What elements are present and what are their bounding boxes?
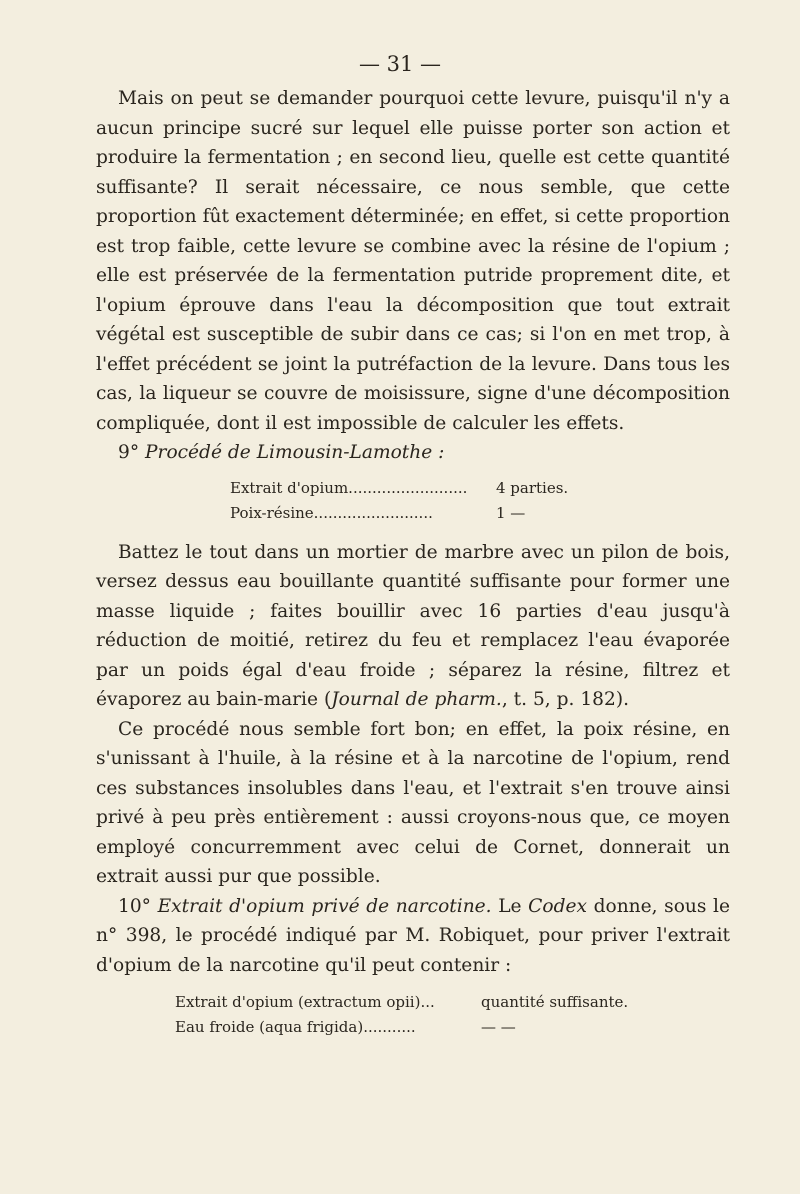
ingredient-quantity: 4 parties. bbox=[496, 478, 569, 497]
paragraph-1: Mais on peut se demander pourquoi cette levure, puisqu'il n'y a aucun principe sucré sur lequel elle puisse porter son action et produire la fermentation ; en second lieu, quelle est cette quantité suffisante? Il serait nécessaire, ce nous semble, que cette proportion fût exactement déterminée; en effet, si cette proportion est trop faible, cette levure se combine avec la résine de l'opium ; elle est préservée de la fermentation putride proprement dite, et l'opium éprouve dans l'eau la décomposition que tout extrait végétal est susceptible de subir dans ce cas; si l'on en met trop, à l'effet précédent se joint la putréfaction de la levure. Dans tous les cas, la liqueur se couvre de moisissure, signe d'une décomposition compliquée, dont il est impossible de calculer les effets. bbox=[96, 88, 730, 434]
heading-limousin-lamothe bbox=[96, 438, 730, 468]
formula-row bbox=[175, 990, 730, 1015]
ingredient-name: Poix-résine......................... bbox=[230, 503, 433, 522]
heading-title: Procédé de Limousin-Lamothe : bbox=[145, 442, 445, 463]
formula-row bbox=[230, 501, 730, 526]
reference-rest: , t. 5, p. 182). bbox=[501, 689, 629, 710]
codex-title: Codex bbox=[528, 895, 587, 917]
ingredient-name: Extrait d'opium (extractum opii)... bbox=[175, 993, 435, 1011]
paragraph-4-text-b: donne, sous le n° 398, le procédé indiqué par M. Robiquet, pour priver l'extrait d'opium de la narcotine qu'il peut contenir : bbox=[96, 895, 730, 976]
ingredient-quantity: 1 — bbox=[496, 503, 526, 522]
formula-robiquet bbox=[175, 990, 730, 1040]
paragraph-3: Ce procédé nous semble fort bon; en effet, la poix résine, en s'unissant à l'huile, à la résine et à la narcotine de l'opium, rend ces substances insolubles dans l'eau, et l'extrait s'en trouve ainsi privé à peu près entièrement : aussi croyons-nous que, ce moyen employé concurremment avec celui de Cornet, donnerait un extrait aussi pur que possible. bbox=[96, 718, 730, 887]
heading-title: Extrait d'opium privé de narcotine. bbox=[157, 895, 492, 917]
formula-row bbox=[230, 476, 730, 501]
heading-number: 9° bbox=[118, 442, 146, 463]
formula-limousin-lamothe bbox=[230, 476, 730, 526]
ingredient-name: Eau froide (aqua frigida)........... bbox=[175, 1018, 416, 1036]
formula-row bbox=[175, 1015, 730, 1040]
heading-number: 10° bbox=[118, 895, 158, 917]
reference-open: ( bbox=[323, 689, 332, 710]
paragraph-4-text-a: Le bbox=[491, 895, 529, 917]
paragraph-4 bbox=[96, 892, 730, 981]
ingredient-name: Extrait d'opium......................... bbox=[230, 478, 468, 497]
paragraph-2-text: Battez le tout dans un mortier de marbre avec un pilon de bois, versez dessus eau bouillante quantité suffisante pour former une masse liquide ; faites bouillir avec 16 parties d'eau jusqu'à réduction de moitié, retirez du feu et remplacez l'eau évaporée par un poids égal d'eau froide ; séparez la résine, filtrez et évaporez au bain-marie bbox=[96, 541, 730, 710]
body-text bbox=[96, 84, 730, 1040]
ingredient-quantity: — — bbox=[481, 1018, 516, 1036]
journal-title: Journal de pharm. bbox=[331, 689, 502, 710]
reference bbox=[324, 689, 629, 710]
page-number: — 31 — bbox=[358, 52, 442, 76]
paragraph-2 bbox=[96, 538, 730, 715]
ingredient-quantity: quantité suffisante. bbox=[481, 993, 629, 1011]
